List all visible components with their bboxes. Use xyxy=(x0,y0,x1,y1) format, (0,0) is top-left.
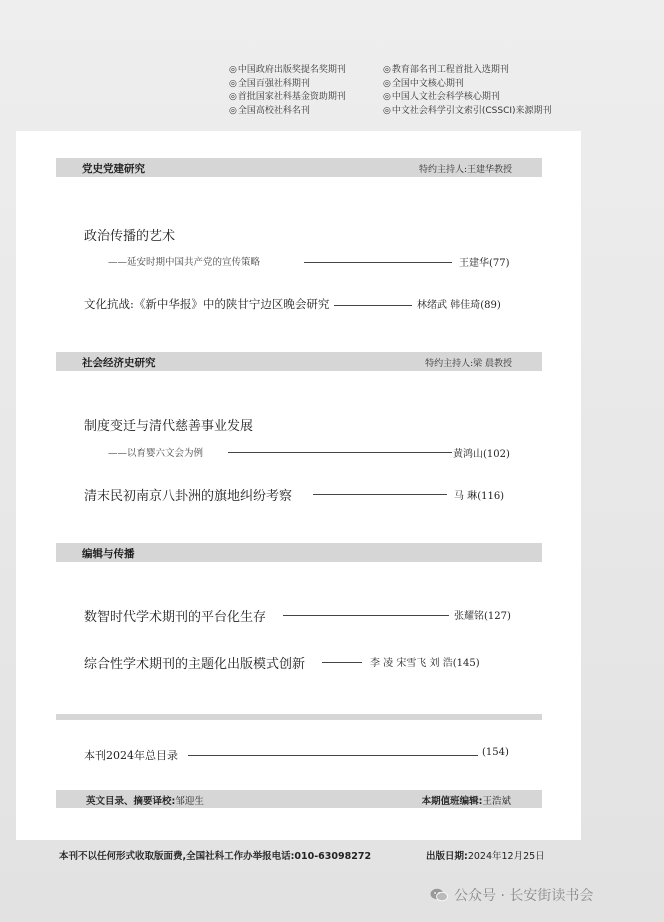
date-label: 出版日期: xyxy=(426,851,468,862)
leader-line xyxy=(304,262,452,263)
article-title[interactable]: 清末民初南京八卦洲的旗地纠纷考察 xyxy=(84,489,293,504)
honor-item: ◎ 全国百强社科期刊 xyxy=(229,78,346,92)
article-page: (145) xyxy=(452,658,480,669)
watermark-text: 公众号 · 长安街读书会 xyxy=(454,888,594,904)
contents-panel xyxy=(16,131,581,840)
article-title[interactable]: 综合性学术期刊的主题化出版模式创新 xyxy=(84,657,306,672)
honor-item: ◎ 教育部名刊工程首批入选期刊 xyxy=(383,64,552,78)
editor-name: 王浩斌 xyxy=(482,796,511,807)
article-page: (77) xyxy=(489,258,510,269)
article-title[interactable]: 政治传播的艺术 xyxy=(84,229,176,244)
leader-line xyxy=(322,662,362,663)
section-title: 党史党建研究 xyxy=(82,163,145,175)
section-host: 特约主持人:王建华教授 xyxy=(418,165,512,175)
section-title: 社会经济史研究 xyxy=(82,357,156,369)
leader-line xyxy=(228,452,452,453)
section-title: 编辑与传播 xyxy=(82,548,135,560)
editor-credit xyxy=(422,793,511,807)
date-value: 2024年12月25日 xyxy=(467,851,545,862)
leader-line xyxy=(283,615,449,616)
article-authors: 王建华 xyxy=(459,258,489,269)
article-authors: 张耀铭 xyxy=(454,611,484,622)
separator-bar xyxy=(56,714,542,720)
article-byline xyxy=(370,654,480,669)
article-title[interactable]: 文化抗战:《新中华报》中的陕甘宁边区晚会研究 xyxy=(84,297,330,311)
article-byline xyxy=(454,487,504,502)
article-byline xyxy=(453,445,510,460)
leader-line xyxy=(188,755,478,756)
translator-credit xyxy=(86,793,204,807)
editor-label: 本期值班编辑: xyxy=(421,796,483,807)
article-subtitle: ——以育婴六文会为例 xyxy=(108,448,204,459)
honor-item: ◎ 中文社会科学引文索引(CSSCI)来源期刊 xyxy=(383,105,552,119)
honor-item: ◎ 首批国家社科基金资助期刊 xyxy=(229,91,346,105)
credits-bar xyxy=(56,790,542,808)
section-header-editing xyxy=(56,543,542,562)
leader-line xyxy=(334,305,412,306)
honor-item: ◎ 中国人文社会科学核心期刊 xyxy=(383,91,552,105)
footer-notice: 本刊不以任何形式收取版面费,全国社科工作办举报电话:010-63098272 xyxy=(59,851,372,862)
annual-index-page: (154) xyxy=(482,747,509,758)
translator-label: 英文目录、摘要译校: xyxy=(86,796,176,807)
publication-date xyxy=(426,848,545,862)
article-authors: 李 凌 宋雪飞 刘 浩 xyxy=(370,658,453,669)
article-authors: 马 琳 xyxy=(454,491,478,502)
article-page: (116) xyxy=(477,491,505,502)
wechat-icon xyxy=(430,888,448,902)
article-page: (89) xyxy=(480,300,501,311)
translator-name: 邹迎生 xyxy=(175,796,204,807)
article-title[interactable]: 数智时代学术期刊的平台化生存 xyxy=(84,610,267,625)
article-title[interactable]: 制度变迁与清代慈善事业发展 xyxy=(84,419,254,434)
article-subtitle: ——延安时期中国共产党的宣传策略 xyxy=(108,257,261,268)
honors-left xyxy=(229,64,346,118)
article-byline xyxy=(459,254,510,269)
article-authors: 林绪武 韩佳琦 xyxy=(417,300,481,311)
article-page: (127) xyxy=(484,611,511,622)
article-page: (102) xyxy=(483,449,510,460)
section-header-party-history xyxy=(56,158,542,177)
honor-item: ◎ 全国高校社科名刊 xyxy=(229,105,346,119)
article-byline xyxy=(454,607,511,622)
watermark xyxy=(430,885,593,905)
honor-item: ◎ 中国政府出版奖提名奖期刊 xyxy=(229,64,346,78)
honor-item: ◎ 全国中文核心期刊 xyxy=(383,78,552,92)
honors-right xyxy=(383,64,552,118)
annual-index-title[interactable]: 本刊2024年总目录 xyxy=(84,749,178,762)
section-host: 特约主持人:梁 晨教授 xyxy=(425,359,512,369)
leader-line xyxy=(313,494,447,495)
article-byline xyxy=(417,296,501,311)
section-header-socioeconomic-history xyxy=(56,352,542,371)
article-authors: 黄鸿山 xyxy=(453,449,483,460)
